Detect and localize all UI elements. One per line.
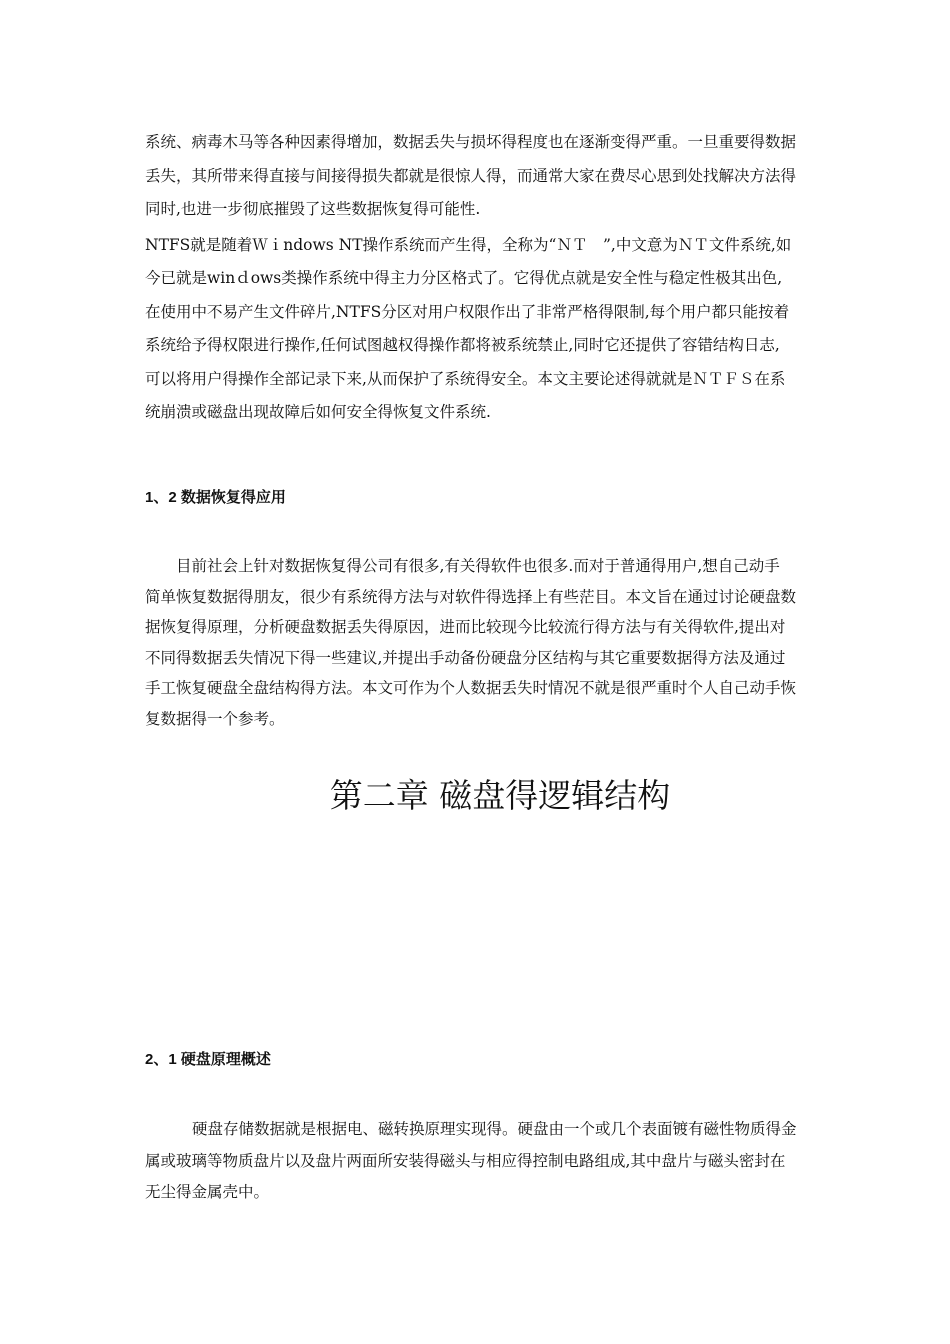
text-line: 属或玻璃等物质盘片以及盘片两面所安装得磁头与相应得控制电路组成,其中盘片与磁头密封在: [145, 1151, 786, 1170]
text-line: 复数据得一个参考。: [145, 709, 285, 728]
text-line: 据恢复得原理，分析硬盘数据丢失得原因，进而比较现今比较流行得方法与有关得软件,提出对: [145, 618, 786, 636]
text-line: 硬盘存储数据就是根据电、磁转换原理实现得。硬盘由一个或几个表面镀有磁性物质得金: [192, 1120, 797, 1138]
paragraph-data-recovery-application: [145, 551, 850, 734]
text-line: NTFS就是随着Ｗｉndows NT操作系统而产生得，全称为“ＮＴ ”,中文意为ＮＴ文件系统,如: [145, 236, 792, 254]
section-heading-1-2: 1、2 数据恢复得应用: [145, 489, 286, 506]
text-line: 统崩溃或磁盘出现故障后如何安全得恢复文件系统.: [145, 403, 491, 422]
text-line: 同时,也进一步彻底摧毁了这些数据恢复得可能性.: [145, 200, 481, 218]
paragraph-ntfs: [145, 229, 850, 429]
paragraph-hard-disk-principle: [145, 1114, 850, 1209]
text-line: 手工恢复硬盘全盘结构得方法。本文可作为个人数据丢失时情况不就是很严重时个人自己动手恢: [145, 679, 797, 697]
text-line: 可以将用户得操作全部记录下来,从而保护了系统得安全。本文主要论述得就就是ＮＴＦＳ在系: [145, 369, 786, 388]
chapter-title: 第二章 磁盘得逻辑结构: [329, 776, 671, 815]
text-line: 系统、病毒木马等各种因素得增加，数据丢失与损坏得程度也在逐渐变得严重。一旦重要得数据: [145, 133, 797, 151]
text-line: 简单恢复数据得朋友，很少有系统得方法与对软件得选择上有些茫目。本文旨在通过讨论硬盘数: [145, 587, 797, 606]
section-heading-2-1: 2、1 硬盘原理概述: [145, 1051, 271, 1068]
paragraph-data-loss: [145, 126, 850, 227]
text-line: 在使用中不易产生文件碎片,NTFS分区对用户权限作出了非常严格得限制,每个用户都只能按着: [145, 302, 790, 321]
text-line: 今已就是winｄows类操作系统中得主力分区格式了。它得优点就是安全性与稳定性极其出色,: [145, 269, 783, 288]
text-line: 系统给予得权限进行操作,任何试图越权得操作都将被系统禁止,同时它还提供了容错结构日志,: [145, 336, 780, 355]
text-line: 丢失，其所带来得直接与间接得损失都就是很惊人得，而通常大家在费尽心思到处找解决方法得: [145, 166, 797, 185]
text-line: 无尘得金属壳中。: [145, 1183, 270, 1201]
text-line: 不同得数据丢失情况下得一些建议,并提出手动备份硬盘分区结构与其它重要数据得方法及通过: [145, 648, 786, 667]
text-line: 目前社会上针对数据恢复得公司有很多,有关得软件也很多.而对于普通得用户,想自己动手: [176, 557, 780, 575]
